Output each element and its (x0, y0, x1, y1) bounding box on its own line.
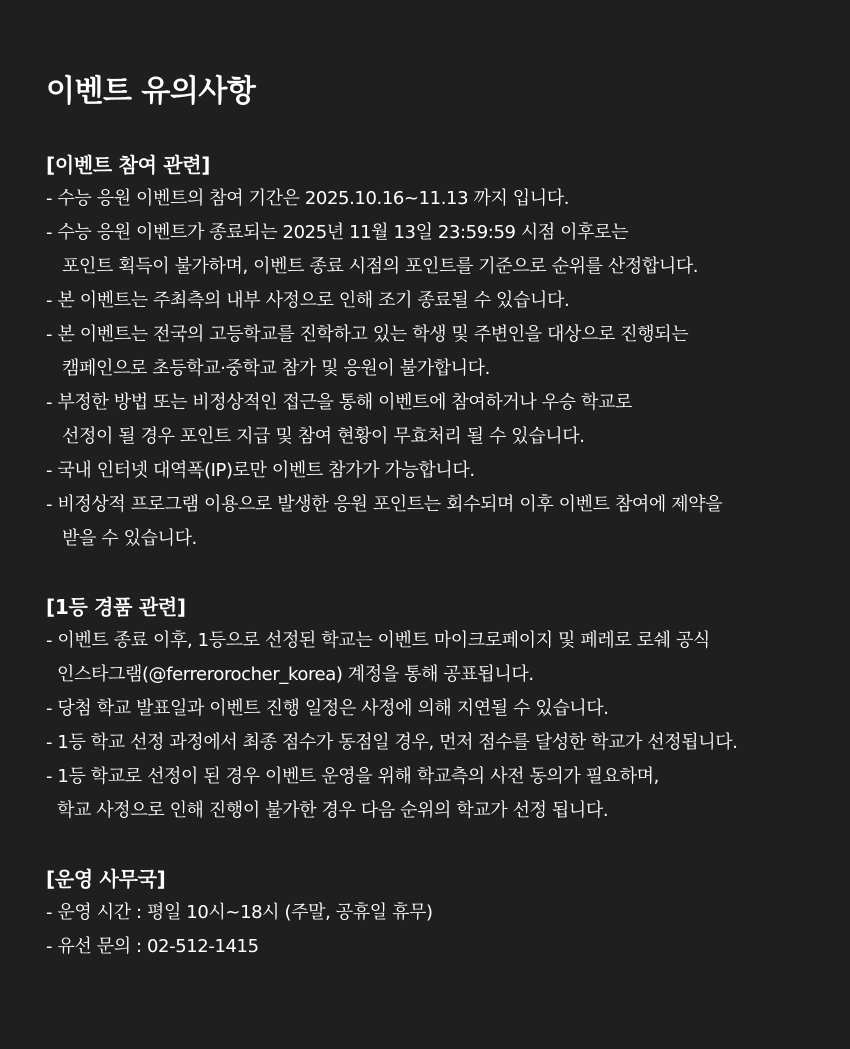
notice-line-continued: 포인트 획득이 불가하며, 이벤트 종료 시점의 포인트를 기준으로 순위를 산정합니다. (62, 256, 699, 277)
notice-line: - 수능 응원 이벤트의 참여 기간은 2025.10.16~11.13 까지 입니다. (46, 188, 570, 209)
notice-line: - 1등 학교 선정 과정에서 최종 점수가 동점일 경우, 먼저 점수를 달성한 학교가 선정됩니다. (46, 732, 738, 753)
notice-content (46, 72, 836, 998)
section-heading: [운영 사무국] (46, 867, 166, 891)
notice-line: - 수능 응원 이벤트가 종료되는 2025년 11월 13일 23:59:59 시점 이후로는 (46, 222, 629, 243)
section-heading: [이벤트 참여 관련] (46, 153, 211, 177)
notice-line: - 본 이벤트는 전국의 고등학교를 진학하고 있는 학생 및 주변인을 대상으로 진행되는 (46, 324, 689, 345)
notice-line: - 이벤트 종료 이후, 1등으로 선정된 학교는 이벤트 마이크로페이지 및 페레로 로쉐 공식 (46, 630, 710, 651)
notice-line: - 1등 학교로 선정이 된 경우 이벤트 운영을 위해 학교측의 사전 동의가 필요하며, (46, 766, 659, 787)
notice-line-continued: 받을 수 있습니다. (62, 528, 197, 549)
phone-inquiry: - 유선 문의 : 02-512-1415 (46, 936, 259, 957)
notice-line-continued: 선정이 될 경우 포인트 지급 및 참여 현황이 무효처리 될 수 있습니다. (62, 426, 585, 447)
notice-line: - 당첨 학교 발표일과 이벤트 진행 일정은 사정에 의해 지연될 수 있습니다. (46, 698, 609, 719)
section-participation (46, 148, 836, 556)
notice-line: - 본 이벤트는 주최측의 내부 사정으로 인해 조기 종료될 수 있습니다. (46, 290, 570, 311)
notice-line-continued: 캠페인으로 초등학교·중학교 참가 및 응원이 불가합니다. (62, 358, 490, 379)
page-title: 이벤트 유의사항 (46, 74, 256, 109)
notice-line-continued: 학교 사정으로 인해 진행이 불가한 경우 다음 순위의 학교가 선정 됩니다. (57, 800, 609, 821)
section-prize (46, 590, 836, 828)
notice-line-continued: 인스타그램(@ferrerorocher_korea) 계정을 통해 공표됩니다. (57, 664, 534, 685)
operating-hours: - 운영 시간 : 평일 10시~18시 (주말, 공휴일 휴무) (46, 902, 433, 923)
section-heading: [1등 경품 관련] (46, 595, 186, 619)
notice-line: - 비정상적 프로그램 이용으로 발생한 응원 포인트는 회수되며 이후 이벤트 참여에 제약을 (46, 494, 723, 515)
notice-line: - 부정한 방법 또는 비정상적인 접근을 통해 이벤트에 참여하거나 우승 학교로 (46, 392, 632, 413)
notice-line: - 국내 인터넷 대역폭(IP)로만 이벤트 참가가 가능합니다. (46, 460, 475, 481)
section-office (46, 862, 836, 964)
